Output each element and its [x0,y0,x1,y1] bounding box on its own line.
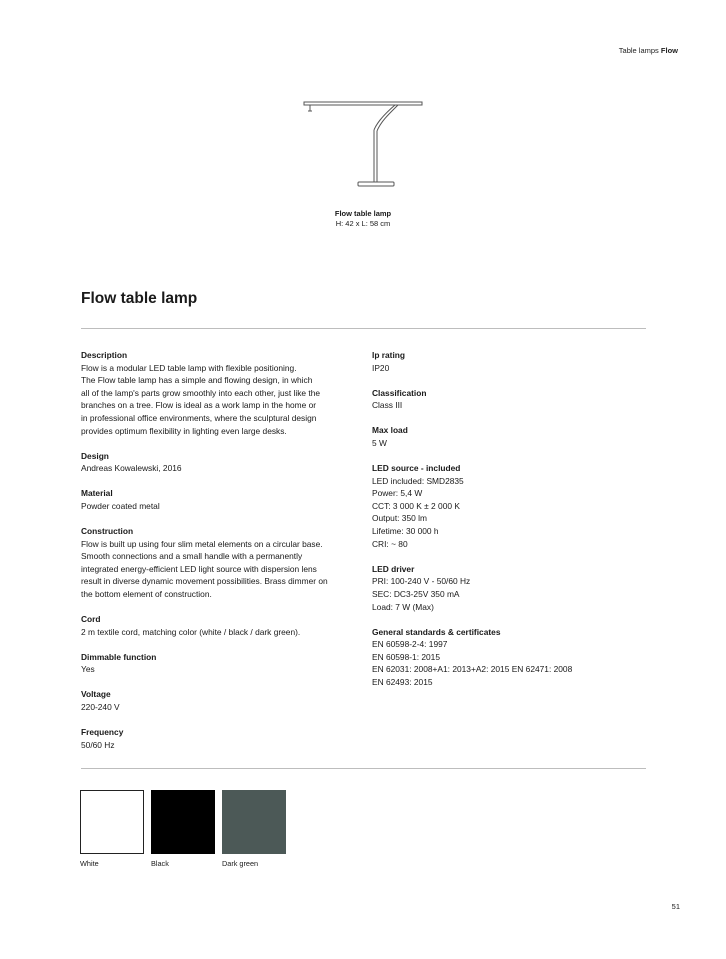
spec-label: Design [81,450,109,461]
swatch-dark-green [222,790,286,854]
spec-line: EN 62031: 2008+A1: 2013+A2: 2015 EN 62471: 2008 [372,664,573,675]
spec-line: IP20 [372,362,390,373]
spec-line: 5 W [372,437,387,448]
spec-line: LED included: SMD2835 [372,475,464,486]
spec-label: Material [81,488,113,499]
spec-line: result in diverse dynamic movement possibilities. Brass dimmer on [81,576,328,587]
spec-line: CRI: ~ 80 [372,538,408,549]
spec-label: Max load [372,425,408,436]
spec-line: integrated energy-efficient LED light source with dispersion lens [81,563,317,574]
swatch-white [80,790,144,854]
spec-line: 50/60 Hz [81,739,115,750]
spec-line: Load: 7 W (Max) [372,601,434,612]
page-title: Flow table lamp [81,290,198,307]
spec-line: all of the lamp's parts grow smoothly into each other, just like the [81,387,321,398]
spec-line: Yes [81,664,95,675]
swatch-label-white: White [80,859,99,868]
spec-line: Andreas Kowalewski, 2016 [81,463,182,474]
spec-line: the bottom element of construction. [81,589,212,599]
lamp-drawing [300,96,430,196]
spec-label: LED driver [372,563,415,574]
divider-top [81,328,646,329]
lamp-arm [304,102,422,105]
figure-dimensions: H: 42 x L: 58 cm [335,219,391,228]
spec-max-load [372,424,632,449]
spec-line: Output: 350 lm [372,513,427,524]
figure-title: Flow table lamp [334,209,392,218]
spec-line: Powder coated metal [81,500,160,511]
spec-line: SEC: DC3-25V 350 mA [372,588,460,599]
spec-line: Power: 5,4 W [372,488,423,499]
spec-line: PRI: 100-240 V - 50/60 Hz [372,576,471,587]
spec-label: Construction [81,526,134,537]
spec-description [81,349,356,437]
spec-dimmable [81,651,356,676]
spec-ip-rating [372,349,632,374]
spec-line: Class III [372,400,403,411]
swatch-label-black: Black [151,859,169,868]
spec-line: EN 62493: 2015 [372,676,433,687]
spec-label: Dimmable function [81,651,157,662]
spec-label: Voltage [81,689,111,700]
spec-label: Description [81,350,128,360]
lamp-neck [374,105,395,130]
running-header [619,46,678,55]
spec-line: EN 60598-2-4: 1997 [372,639,448,650]
swatch-label-dark-green: Dark green [222,859,259,868]
spec-led-source [372,462,632,550]
spec-frequency [81,726,356,751]
spec-standards [372,626,632,689]
spec-label: LED source - included [372,463,461,474]
spec-line: provides optimum flexibility in lighting even large desks. [81,425,287,436]
spec-label: Ip rating [372,350,406,360]
spec-label: Cord [81,614,101,625]
page-number: 51 [671,902,680,911]
spec-line: Lifetime: 30 000 h [372,526,439,537]
spec-line: The Flow table lamp has a simple and flowing design, in which [81,375,313,386]
spec-line: Flow is built up using four slim metal elements on a circular base. [81,538,323,549]
spec-construction [81,525,356,601]
spec-line: branches on a tree. Flow is ideal as a work lamp in the home or [81,400,317,411]
spec-label: General standards & certificates [372,626,501,637]
spec-line: EN 60598-1: 2015 [372,651,440,662]
spec-line: Flow is a modular LED table lamp with flexible positioning. [81,362,297,373]
spec-line: 220-240 V [81,702,120,713]
lamp-base [358,182,394,186]
spec-cord [81,613,356,638]
header-section: Table lamps [618,46,659,55]
spec-design [81,450,356,475]
spec-voltage [81,688,356,713]
spec-classification [372,387,632,412]
spec-line: CCT: 3 000 K ± 2 000 K [372,500,460,511]
spec-column-left [81,349,356,764]
swatch-black [151,790,215,854]
spec-material [81,487,356,512]
spec-led-driver [372,563,632,613]
figure-caption [0,209,726,229]
spec-line: 2 m textile cord, matching color (white / black / dark green). [81,626,301,637]
spec-line: in professional office environments, where the sculptural design [81,412,317,423]
divider-bottom [81,768,646,769]
spec-line: Smooth connections and a small handle with a permanently [81,551,303,562]
spec-column-right [372,349,632,701]
spec-label: Classification [372,387,427,398]
header-product: Flow [660,46,678,55]
spec-label: Frequency [81,727,124,738]
